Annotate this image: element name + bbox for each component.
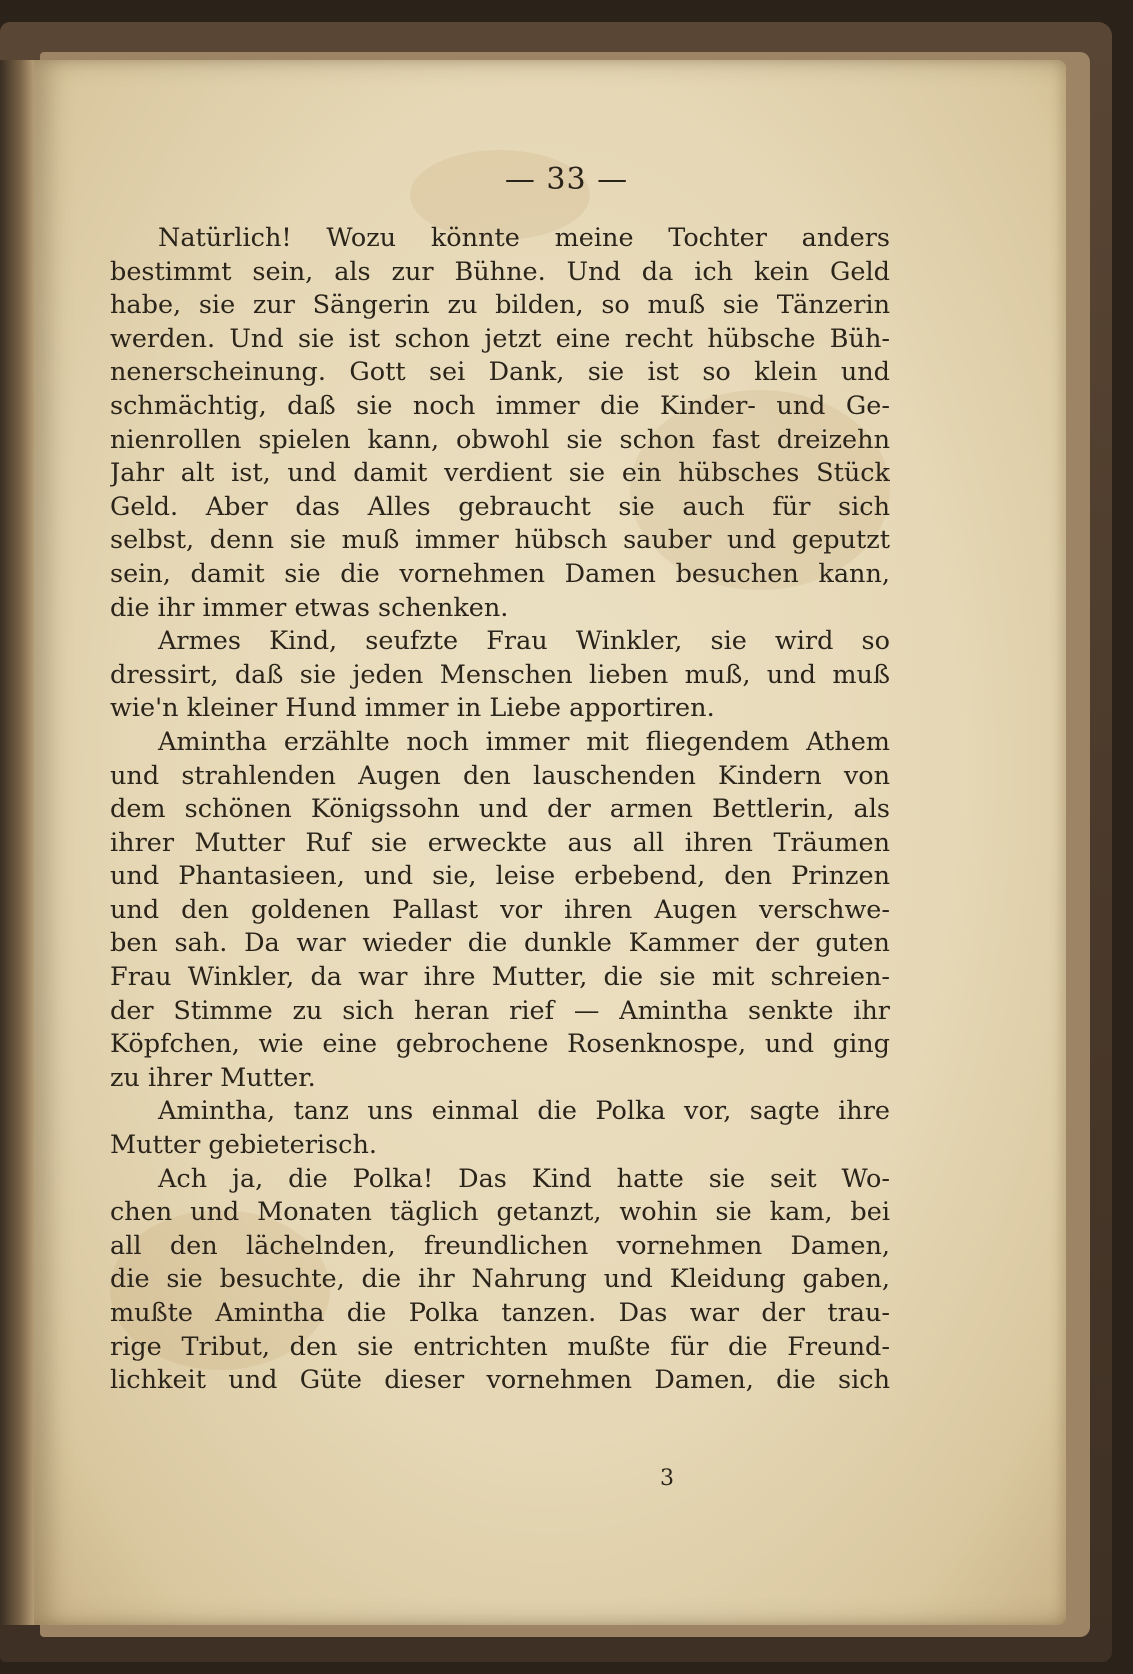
text-line: Armes Kind, seufzte Frau Winkler, sie wird so [158, 626, 890, 657]
text-line: mußte Amintha die Polka tanzen. Das war der trau- [110, 1298, 890, 1328]
text-line: Natürlich! Wozu könnte meine Tochter anders [158, 223, 890, 253]
text-line: ben sah. Da war wieder die dunkle Kammer der guten [110, 928, 890, 959]
text-line: Amintha erzählte noch immer mit fliegendem Athem [158, 726, 890, 757]
page-gutter [0, 60, 34, 1625]
text-line: zu ihrer Mutter. [110, 1062, 316, 1093]
text-line: werden. Und sie ist schon jetzt eine recht hübsche Büh- [110, 323, 890, 354]
text-line: all den lächelnden, freundlichen vornehmen Damen, [110, 1230, 890, 1261]
text-line: Köpfchen, wie eine gebrochene Rosenknospe, und ging [110, 1029, 890, 1060]
text-line: Mutter gebieterisch. [110, 1130, 377, 1161]
text-line: der Stimme zu sich heran rief — Amintha senkte ihr [110, 995, 890, 1026]
text-line: die sie besuchte, die ihr Nahrung und Kleidung gaben, [110, 1264, 890, 1295]
text-line: ihrer Mutter Ruf sie erweckte aus all ihren Träumen [110, 827, 890, 858]
text-line: nienrollen spielen kann, obwohl sie schon fast dreizehn [110, 424, 890, 455]
text-line: die ihr immer etwas schenken. [110, 592, 509, 623]
text-line: selbst, denn sie muß immer hübsch sauber und geputzt [110, 525, 890, 556]
text-line: Geld. Aber das Alles gebraucht sie auch für sich [110, 491, 890, 522]
text-line: nenerscheinung. Gott sei Dank, sie ist so klein und [110, 357, 890, 388]
text-line: dressirt, daß sie jeden Menschen lieben muß, und muß [110, 659, 890, 690]
page-number: — 33 — [504, 162, 629, 197]
text-line: habe, sie zur Sängerin zu bilden, so muß sie Tänzerin [110, 290, 890, 321]
text-line: Jahr alt ist, und damit verdient sie ein hübsches Stück [110, 458, 890, 489]
signature-mark: 3 [660, 1466, 674, 1491]
text-line: wie'n kleiner Hund immer in Liebe apportiren. [110, 693, 715, 724]
text-line: lichkeit und Güte dieser vornehmen Damen, die sich [110, 1365, 890, 1396]
text-line: chen und Monaten täglich getanzt, wohin sie kam, bei [110, 1197, 890, 1228]
text-line: Ach ja, die Polka! Das Kind hatte sie seit Wo- [158, 1163, 890, 1194]
text-line: rige Tribut, den sie entrichten mußte für die Freund- [110, 1331, 890, 1362]
body-text [110, 222, 890, 1398]
text-line: schmächtig, daß sie noch immer die Kinder- und Ge- [110, 390, 890, 421]
text-line: und den goldenen Pallast vor ihren Augen verschwe- [110, 894, 890, 925]
text-line: Amintha, tanz uns einmal die Polka vor, sagte ihre [158, 1096, 890, 1127]
text-line: und strahlenden Augen den lauschenden Kindern von [110, 760, 890, 791]
text-line: Frau Winkler, da war ihre Mutter, die sie mit schreien- [110, 962, 890, 993]
text-line: bestimmt sein, als zur Bühne. Und da ich kein Geld [110, 256, 890, 287]
text-line: sein, damit sie die vornehmen Damen besuchen kann, [110, 558, 890, 589]
text-line: dem schönen Königssohn und der armen Bettlerin, als [110, 794, 890, 825]
text-line: und Phantasieen, und sie, leise erbebend, den Prinzen [110, 861, 890, 892]
